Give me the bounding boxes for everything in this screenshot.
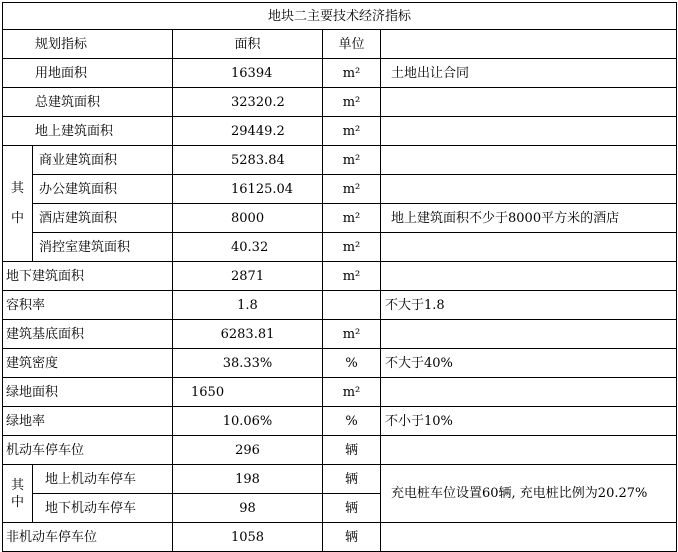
- row-unit: 辆: [323, 436, 381, 465]
- row-unit: 辆: [323, 494, 381, 523]
- row-note: [381, 233, 677, 262]
- row-note: [381, 175, 677, 204]
- row-value: 98: [173, 494, 323, 523]
- title-row: [3, 3, 677, 30]
- row-note: [381, 378, 677, 407]
- row-value: 16125.04: [173, 175, 323, 204]
- row-note: [381, 262, 677, 291]
- row-label: 酒店建筑面积: [33, 204, 173, 233]
- row-label: 用地面积: [3, 59, 173, 88]
- row-unit: %: [323, 349, 381, 378]
- row-label: 消控室建筑面积: [33, 233, 173, 262]
- row-value: 29449.2: [173, 117, 323, 146]
- table-row: [3, 407, 677, 436]
- table-row: [3, 378, 677, 407]
- row-label: 办公建筑面积: [33, 175, 173, 204]
- row-label: 容积率: [3, 291, 173, 320]
- row-value: 40.32: [173, 233, 323, 262]
- row-value: 5283.84: [173, 146, 323, 175]
- row-value: 1650: [173, 378, 323, 407]
- technical-economic-indicators-table: [2, 2, 677, 552]
- row-note: 不小于10%: [381, 407, 677, 436]
- header-note: [381, 30, 677, 59]
- row-label: 绿地面积: [3, 378, 173, 407]
- header-unit: 单位: [323, 30, 381, 59]
- row-note: [381, 436, 677, 465]
- row-unit: m²: [323, 262, 381, 291]
- table-row: [3, 175, 677, 204]
- row-note: [381, 88, 677, 117]
- row-label: 商业建筑面积: [33, 146, 173, 175]
- row-label: 非机动车停车位: [3, 523, 173, 552]
- row-note: 土地出让合同: [381, 59, 677, 88]
- row-note: [381, 146, 677, 175]
- row-label: 建筑基底面积: [3, 320, 173, 349]
- row-value: 296: [173, 436, 323, 465]
- row-label: 地上机动车停车: [33, 465, 173, 494]
- row-note: [381, 117, 677, 146]
- table-row: [3, 523, 677, 552]
- row-label: 建筑密度: [3, 349, 173, 378]
- row-label: 地上建筑面积: [3, 117, 173, 146]
- row-unit: m²: [323, 204, 381, 233]
- row-value: 10.06%: [173, 407, 323, 436]
- row-unit: m²: [323, 233, 381, 262]
- row-note: 地上建筑面积不少于8000平方米的酒店: [381, 204, 677, 233]
- header-indicator: 规划指标: [3, 30, 173, 59]
- header-area: 面积: [173, 30, 323, 59]
- row-value: 1058: [173, 523, 323, 552]
- row-note: [381, 523, 677, 552]
- table-row: [3, 291, 677, 320]
- row-label: 绿地率: [3, 407, 173, 436]
- group-label-qizhong-parking: 其 中: [3, 465, 33, 523]
- group-label-qizhong: 其 中: [3, 146, 33, 262]
- row-label: 地下机动车停车: [33, 494, 173, 523]
- row-unit: m²: [323, 378, 381, 407]
- row-value: 198: [173, 465, 323, 494]
- row-value: 16394: [173, 59, 323, 88]
- row-label: 总建筑面积: [3, 88, 173, 117]
- row-unit: %: [323, 407, 381, 436]
- row-unit: m²: [323, 88, 381, 117]
- row-note: 不大于40%: [381, 349, 677, 378]
- row-unit: m²: [323, 59, 381, 88]
- parking-note: 充电桩车位设置60辆, 充电桩比例为20.27%: [381, 465, 677, 523]
- row-label: 地下建筑面积: [3, 262, 173, 291]
- table-row: [3, 59, 677, 88]
- row-note: [381, 320, 677, 349]
- row-value: 38.33%: [173, 349, 323, 378]
- row-value: 32320.2: [173, 88, 323, 117]
- row-value: 8000: [173, 204, 323, 233]
- row-unit: [323, 291, 381, 320]
- row-note: 不大于1.8: [381, 291, 677, 320]
- row-unit: 辆: [323, 523, 381, 552]
- row-value: 1.8: [173, 291, 323, 320]
- table-row: [3, 320, 677, 349]
- row-value: 6283.81: [173, 320, 323, 349]
- row-unit: 辆: [323, 465, 381, 494]
- row-unit: m²: [323, 175, 381, 204]
- row-unit: m²: [323, 146, 381, 175]
- row-unit: m²: [323, 320, 381, 349]
- table-title: 地块二主要技术经济指标: [3, 3, 677, 30]
- table-row: [3, 204, 677, 233]
- table-row: [3, 436, 677, 465]
- table-row: [3, 146, 677, 175]
- table-row: [3, 349, 677, 378]
- header-row: [3, 30, 677, 59]
- table-row: [3, 233, 677, 262]
- table-row: [3, 88, 677, 117]
- table-row: [3, 465, 677, 494]
- row-value: 2871: [173, 262, 323, 291]
- row-label: 机动车停车位: [3, 436, 173, 465]
- table-row: [3, 262, 677, 291]
- table-row: [3, 117, 677, 146]
- row-unit: m²: [323, 117, 381, 146]
